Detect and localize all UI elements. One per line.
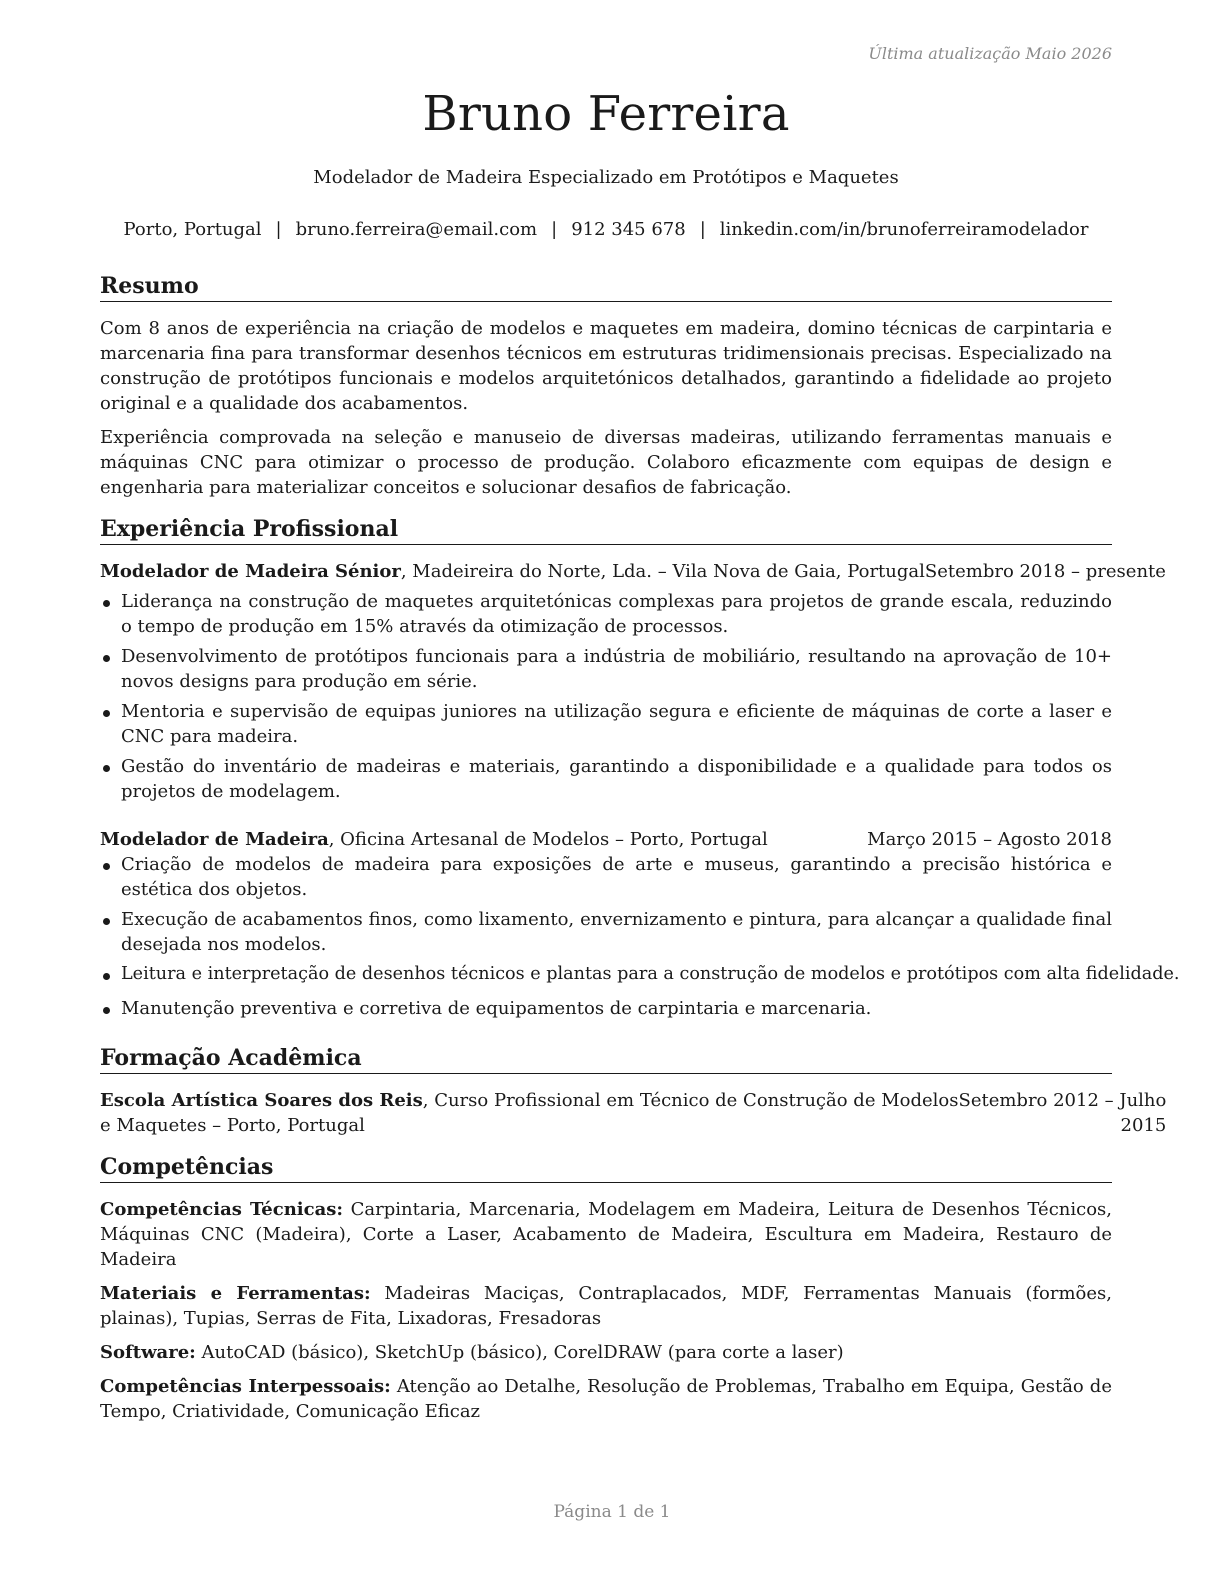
contact-separator: |	[275, 219, 282, 240]
summary-paragraph: Experiência comprovada na seleção e manuseio de diversas madeiras, utilizando ferramentas manuais e máquinas CNC para otimizar o processo de produção. Colaboro eficazmente com equipas de design e engenharia para materializar conceitos e solucionar desafios de fabricação.	[100, 427, 1112, 498]
contact-separator: |	[551, 219, 558, 240]
page-number: Página 1 de 1	[553, 1502, 671, 1522]
contact-separator: |	[699, 219, 706, 240]
candidate-name: Bruno Ferreira	[422, 86, 790, 142]
list-item: Desenvolvimento de protótipos funcionais para a indústria de mobiliário, resultando na aprovação de 10+ novos designs para produção em série.	[100, 644, 1112, 694]
list-item: Gestão do inventário de madeiras e materiais, garantindo a disponibilidade e a qualidade para todos os projetos de modelagem.	[100, 754, 1112, 804]
list-item: Manutenção preventiva e corretiva de equipamentos de carpintaria e marcenaria.	[100, 996, 1112, 1021]
skill-label: Software:	[100, 1342, 196, 1363]
contact-phone: 912 345 678	[571, 219, 686, 240]
skill-label: Competências Interpessoais:	[100, 1376, 391, 1397]
experience-section	[100, 515, 1180, 1021]
education-dates-cont: 2015	[1120, 1115, 1167, 1136]
job-entry	[100, 827, 1180, 1021]
section-heading-summary: Resumo	[100, 272, 1112, 302]
education-course-cont: e Maquetes – Porto, Portugal	[100, 1115, 365, 1136]
contact-email[interactable]: bruno.ferreira@email.com	[295, 219, 538, 240]
job-title: Modelador de Madeira Especializado em Protótipos e Maquetes	[313, 167, 899, 188]
summary-section	[100, 272, 1112, 500]
skills-section	[100, 1153, 1112, 1424]
job-dates: Setembro 2018 – presente	[924, 561, 1166, 582]
job-role: Modelador de Madeira	[100, 829, 329, 850]
skill-group	[100, 1281, 1112, 1331]
education-school: Escola Artística Soares dos Reis	[100, 1090, 423, 1111]
last-updated: Última atualização Maio 2026	[868, 44, 1112, 63]
job-role: Modelador de Madeira Sénior	[100, 561, 401, 582]
skill-text: Atenção ao Detalhe, Resolução de Problemas, Trabalho em Equipa, Gestão de Tempo, Criatividade, Comunicação Eficaz	[100, 1376, 1112, 1422]
skill-text: AutoCAD (básico), SketchUp (básico), CorelDRAW (para corte a laser)	[195, 1342, 844, 1363]
contact-linkedin[interactable]: linkedin.com/in/brunoferreiramodelador	[719, 219, 1089, 240]
skill-group	[100, 1374, 1112, 1424]
education-section	[100, 1044, 1167, 1138]
job-company: , Madeireira do Norte, Lda. – Vila Nova de Gaia, Portugal	[400, 561, 925, 582]
job-bullets	[100, 852, 1180, 1021]
list-item: Leitura e interpretação de desenhos técnicos e plantas para a construção de modelos e protótipos com alta fidelidade.	[100, 962, 1112, 987]
list-item: Mentoria e supervisão de equipas juniores na utilização segura e eficiente de máquinas de corte a laser e CNC para madeira.	[100, 699, 1112, 749]
list-item: Execução de acabamentos finos, como lixamento, envernizamento e pintura, para alcançar a qualidade final desejada nos modelos.	[100, 907, 1112, 957]
section-heading-skills: Competências	[100, 1153, 1112, 1183]
job-header	[100, 559, 1166, 584]
section-heading-experience: Experiência Profissional	[100, 515, 1112, 545]
section-heading-education: Formação Acadêmica	[100, 1044, 1112, 1074]
skill-label: Competências Técnicas:	[100, 1199, 344, 1220]
contact-location: Porto, Portugal	[123, 219, 262, 240]
summary-paragraph: Com 8 anos de experiência na criação de modelos e maquetes em madeira, domino técnicas de carpintaria e marcenaria fina para transformar desenhos técnicos em estruturas tridimensionais precisas. Especializado na construção de protótipos funcionais e modelos arquitetónicos detalhados, garantindo a fidelidade ao projeto original e a qualidade dos acabamentos.	[100, 318, 1112, 414]
job-dates: Março 2015 – Agosto 2018	[867, 829, 1112, 850]
list-item: Liderança na construção de maquetes arquitetónicas complexas para projetos de grande escala, reduzindo o tempo de produção em 15% através da otimização de processos.	[100, 589, 1112, 639]
skill-group	[100, 1197, 1112, 1272]
job-bullets	[100, 589, 1112, 804]
contact-line	[100, 219, 1112, 240]
job-entry	[100, 559, 1166, 804]
skill-text: Carpintaria, Marcenaria, Modelagem em Madeira, Leitura de Desenhos Técnicos, Máquinas CNC (Madeira), Corte a Laser, Acabamento de Madeira, Escultura em Madeira, Restauro de Madeira	[100, 1199, 1112, 1270]
skill-group	[100, 1340, 1112, 1365]
education-course: , Curso Profissional em Técnico de Construção de Modelos	[422, 1090, 959, 1111]
job-company: , Oficina Artesanal de Modelos – Porto, Portugal	[328, 829, 768, 850]
education-dates: Setembro 2012 – Julho	[958, 1090, 1167, 1111]
list-item: Criação de modelos de madeira para exposições de arte e museus, garantindo a precisão histórica e estética dos objetos.	[100, 852, 1112, 902]
skill-text: Madeiras Maciças, Contraplacados, MDF, Ferramentas Manuais (formões, plainas), Tupias, Serras de Fita, Lixadoras, Fresadoras	[100, 1283, 1112, 1329]
skill-label: Materiais e Ferramentas:	[100, 1283, 371, 1304]
education-entry	[100, 1088, 1167, 1138]
job-header	[100, 827, 1112, 852]
